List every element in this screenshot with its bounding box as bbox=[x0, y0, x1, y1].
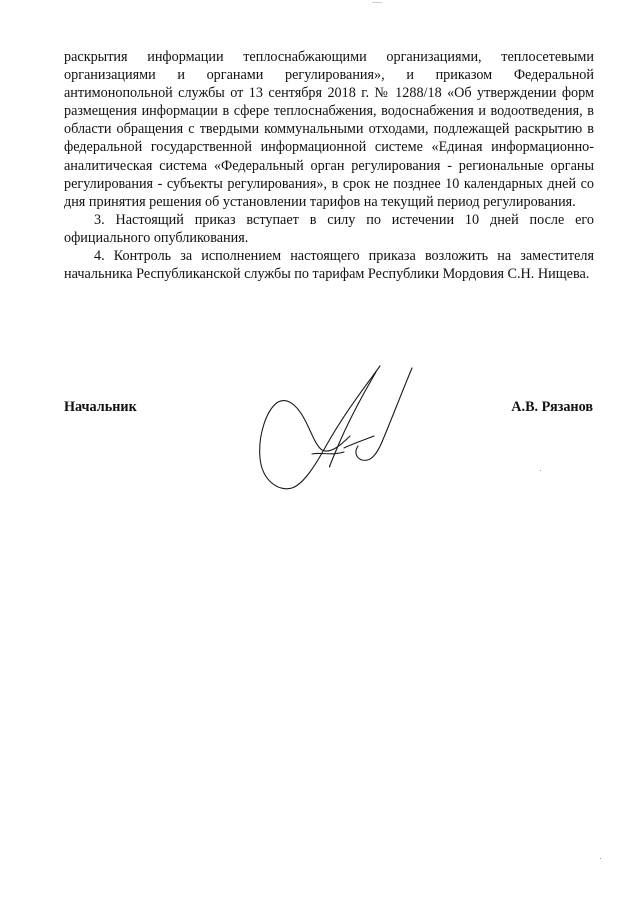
document-body bbox=[64, 48, 594, 283]
handwritten-signature bbox=[252, 362, 422, 492]
scan-speck bbox=[600, 858, 601, 859]
paragraph-item-3: 3. Настоящий приказ вступает в силу по истечении 10 дней после его официального опубликования. bbox=[64, 211, 594, 246]
paragraph-continuation: раскрытия информации теплоснабжающими организациями, теплосетевыми организациями и органами регулирования», и приказом Федеральной антимонопольной службы от 13 сентября 2018 г. № 1288/18 «Об утверждении форм размещения информации в сфере теплоснабжения, водоснабжения и водоотведения, в области обращения с твердыми коммунальными отходами, подлежащей раскрытию в федеральной государственной информационной системе «Единая информационно-аналитическая система «Федеральный орган регулирования - региональные органы регулирования - субъекты регулирования», в срок не позднее 10 календарных дней со дня принятия решения об установлении тарифов на текущий период регулирования. bbox=[64, 49, 594, 210]
paragraph-item-4: 4. Контроль за исполнением настоящего приказа возложить на заместителя начальника Республиканской службы по тарифам Республики Мордовия С.Н. Нищева. bbox=[64, 248, 594, 283]
signatory-position: Начальник bbox=[64, 399, 137, 415]
signatory-name: А.В. Рязанов bbox=[511, 399, 593, 415]
scan-speck bbox=[540, 470, 541, 471]
scan-artifact bbox=[372, 2, 382, 3]
